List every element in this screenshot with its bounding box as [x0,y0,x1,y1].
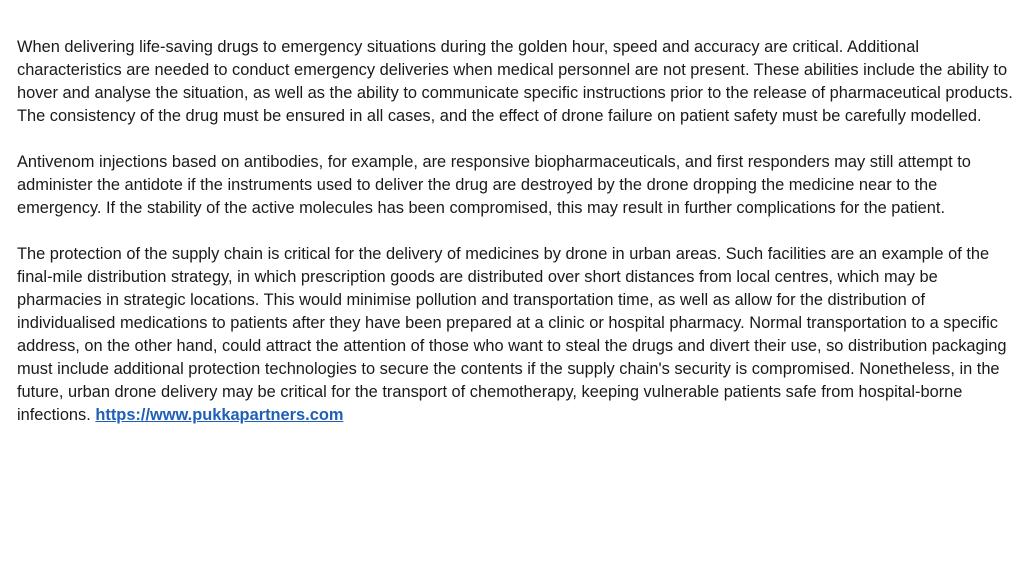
document-body [17,36,1022,427]
paragraph-supply-chain-text: The protection of the supply chain is critical for the delivery of medicines by drone in urban areas. Such facilities are an example of the final-mile distribution strategy, in which prescription goods are distributed over short distances from local centres, which may be pharmacies in strategic locations. This would minimise pollution and transportation time, as well as allow for the distribution of individualised medications to patients after they have been prepared at a clinic or hospital pharmacy. Normal transportation to a specific address, on the other hand, could attract the attention of those who want to steal the drugs and divert their use, so distribution packaging must include additional protection technologies to secure the contents if the supply chain's security is compromised. Nonetheless, in the future, urban drone delivery may be critical for the transport of chemotherapy, keeping vulnerable patients safe from hospital-borne infections. [17,245,1007,424]
paragraph-supply-chain [17,243,1022,427]
source-link[interactable]: https://www.pukkapartners.com [95,406,344,424]
paragraph-golden-hour: When delivering life-saving drugs to emergency situations during the golden hour, speed and accuracy are critical. Additional characteristics are needed to conduct emergency deliveries when medical personnel are not present. These abilities include the ability to hover and analyse the situation, as well as the ability to communicate specific instructions prior to the release of pharmaceutical products. The consistency of the drug must be ensured in all cases, and the effect of drone failure on patient safety must be carefully modelled. [17,38,1013,125]
paragraph-antivenom: Antivenom injections based on antibodies, for example, are responsive biopharmaceuticals, and first responders may still attempt to administer the antidote if the instruments used to deliver the drug are destroyed by the drone dropping the medicine near to the emergency. If the stability of the active molecules has been compromised, this may result in further complications for the patient. [17,153,971,217]
